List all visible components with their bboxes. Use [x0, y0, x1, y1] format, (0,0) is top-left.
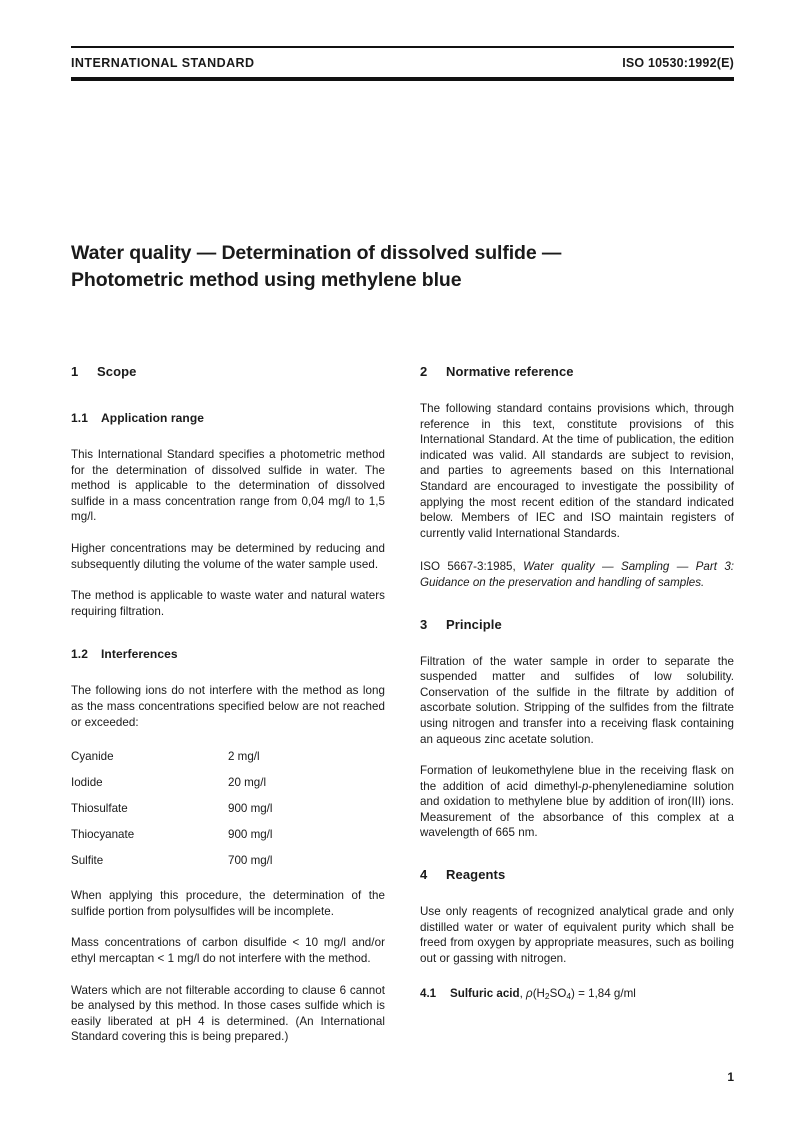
clause-3-heading: [420, 617, 734, 632]
paragraph-application-range-2: Higher concentrations may be determined by reducing and subsequently diluting the volume of the water sample used.: [71, 541, 385, 571]
reagent-4-1-subscript-2: 2: [544, 991, 550, 1002]
reagent-4-1-formula-close: ): [571, 987, 575, 1001]
interferent-value: 700 mg/l: [228, 854, 273, 868]
page-title-line-2: Photometric method using methylene blue: [71, 269, 462, 291]
interferent-name: Iodide: [71, 776, 103, 790]
clause-4-number: 4: [420, 867, 428, 883]
subclause-1-1-heading: [71, 411, 385, 425]
header-row: [71, 48, 734, 77]
reference-title-period: .: [701, 575, 705, 589]
table-row: [71, 854, 385, 880]
paragraph-application-range-1: This International Standard specifies a photometric method for the determination of dissolved sulfide in water. The method is applicable to the determination of dissolved sulfide in a mass concentration range from 0,04 mg/l to 1,5 mg/l.: [71, 448, 385, 524]
reagent-4-1-formula-open: (H: [532, 987, 545, 1001]
subclause-1-2-number: 1.2: [71, 647, 88, 662]
paragraph-carbon-disulfide: Mass concentrations of carbon disulfide < 10 mg/l and/or ethyl mercaptan < 1 mg/l do not interfere with the method.: [71, 936, 385, 965]
reagent-4-1-separator: ,: [519, 987, 527, 1001]
table-row: [71, 802, 385, 828]
page-title-line-1: Water quality — Determination of dissolved sulfide —: [71, 242, 562, 264]
reagent-4-1-formula-mid: SO: [549, 987, 567, 1001]
clause-1-title: Scope: [97, 364, 137, 379]
clause-2-heading: [420, 364, 734, 379]
reference-designation: ISO 5667-3:1985,: [420, 560, 524, 574]
reagent-4-1-value: = 1,84 g/ml: [574, 987, 636, 1001]
clause-1-number: 1: [71, 364, 79, 379]
subclause-1-2-heading: [71, 647, 385, 661]
interferent-value: 20 mg/l: [228, 776, 267, 790]
clause-3-number: 3: [420, 616, 428, 632]
clause-2-title: Normative reference: [446, 364, 574, 379]
reference-title: Water quality — Sampling — Part 3: Guidance on the preservation and handling of samples: [420, 560, 734, 589]
subclause-1-1-number: 1.1: [71, 411, 88, 425]
interferent-value: 900 mg/l: [228, 828, 273, 842]
clause-4-heading: [420, 867, 734, 882]
reagent-4-1-entry: [420, 986, 734, 1005]
header-rule-bottom: [71, 77, 734, 81]
right-column: [420, 364, 734, 1045]
interferent-name: Sulfite: [71, 854, 104, 868]
paragraph-polysulfides: When applying this procedure, the determination of the sulfide portion from polysulfides will be incomplete.: [71, 889, 385, 918]
interferent-value: 900 mg/l: [228, 802, 273, 816]
reagent-4-1-rho-symbol: ρ: [526, 987, 533, 1001]
reagent-4-1-number: 4.1: [420, 987, 437, 1001]
clause-3-title: Principle: [446, 616, 502, 632]
paragraph-normative-reference: The following standard contains provisions which, through reference in this text, constitute provisions of this International Standard. At the time of publication, the edition indicated was valid. All standards are subject to revision, and parties to agreements based on this International Standard are encouraged to investigate the possibility of applying the most recent edition of the standard indicated below. Members of IEC and ISO maintain registers of currently valid International Standards.: [420, 402, 734, 540]
paragraph-interferences-intro: The following ions do not interfere with the method as long as the mass concentrations specified below are not reached or exceeded:: [71, 684, 385, 729]
page-header: [71, 46, 734, 81]
body-columns: [71, 364, 734, 1045]
table-row: [71, 828, 385, 854]
page-number: 1: [727, 1070, 734, 1084]
paragraph-principle-1: Filtration of the water sample in order to separate the suspended matter and sulfides of low solubility. Conservation of the sulfide in the filtrate by addition of ascorbate solution. Stripping of the sulfides from the filtrate using nitrogen and transfer into a receiving flask containing an aqueous zinc acetate solution.: [420, 654, 734, 746]
paragraph-reagents-intro: Use only reagents of recognized analytical grade and only distilled water or water of equivalent purity which shall be freed from oxygen by appropriate measures, such as boiling out or gassing with nitrogen.: [420, 905, 734, 965]
clause-2-number: 2: [420, 364, 428, 379]
left-column: [71, 364, 385, 1045]
clause-4-title: Reagents: [446, 867, 506, 883]
paragraph-principle-2: [420, 763, 734, 841]
interferent-name: Cyanide: [71, 750, 114, 764]
paragraph-non-filterable-waters: Waters which are not filterable according to clause 6 cannot be analysed by this method. In those cases sulfide which is easily liberated at pH 4 is determined. (An International Standard covering this is being prepared.): [71, 983, 385, 1044]
interferent-name: Thiosulfate: [71, 802, 128, 816]
interferent-value: 2 mg/l: [228, 750, 260, 764]
principle-2-part-1: Formation of leukomethylene blue in the receiving flask on the addition of acid dimethyl-: [420, 764, 734, 793]
interferent-name: Thiocyanate: [71, 828, 135, 842]
paragraph-application-range-3: The method is applicable to waste water and natural waters requiring filtration.: [71, 589, 385, 618]
interference-table: [71, 750, 385, 880]
standard-type-label: INTERNATIONAL STANDARD: [71, 56, 255, 70]
principle-2-italic-p: p: [581, 779, 589, 793]
standard-number-label: ISO 10530:1992(E): [622, 56, 734, 70]
table-row: [71, 776, 385, 802]
normative-reference-entry: [420, 559, 734, 590]
table-row: [71, 750, 385, 776]
principle-2-part-2: -phenylenediamine solution and oxidation to methylene blue by addition of iron(III) ions. Measurement of the absorbance of this complex at a wavelength of 665 nm.: [420, 779, 735, 840]
page-title: [71, 240, 671, 294]
reagent-4-1-name: Sulfuric acid: [450, 987, 520, 1001]
clause-1-heading: [71, 364, 385, 379]
reagent-4-1-subscript-4: 4: [566, 991, 572, 1002]
subclause-1-2-title: Interferences: [101, 647, 178, 662]
subclause-1-1-title: Application range: [101, 411, 205, 425]
